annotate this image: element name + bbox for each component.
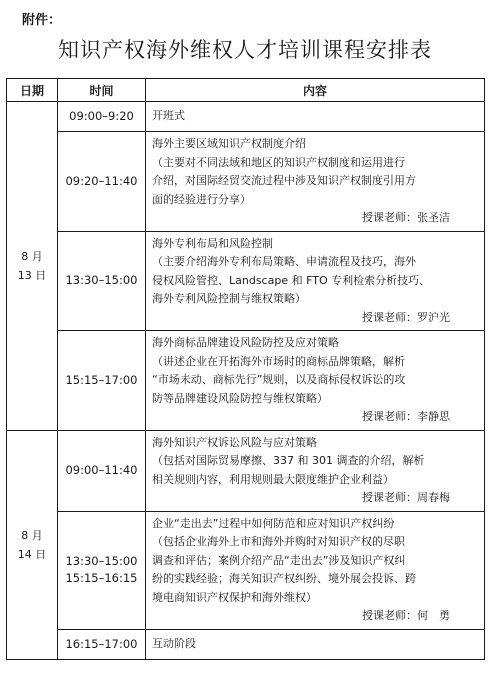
time-cell: [58, 231, 146, 331]
column-header-date: 日期: [7, 79, 58, 102]
time-cell: [58, 511, 146, 629]
session-description-line: 海外专利风险控制与维权策略）: [152, 292, 306, 305]
session-description-line: 防等品牌建设风险防控与维权策略）: [152, 391, 328, 405]
session-description-line: 面的经验进行分享）: [152, 192, 251, 206]
time-cell: [58, 102, 146, 132]
table-header-row: [7, 79, 485, 102]
table-row: [7, 102, 485, 132]
session-description-line: 侵权风险管控、Landscape 和 FTO 专利检索分析技巧、: [152, 273, 431, 287]
session-description-line: （讲述企业在开拓海外市场时的商标品牌策略，解析: [152, 354, 405, 368]
session-description-line: （主要介绍海外专利布局策略、申请流程及技巧，海外: [152, 255, 416, 268]
teacher-name: 授课老师：李静思: [362, 410, 450, 423]
content-cell: [146, 629, 485, 659]
session-title: 开班式: [152, 109, 185, 123]
time-range: 09:20–11:40: [65, 173, 138, 188]
session-description-line: 调查和评估；案例介绍产品“走出去”涉及知识产权纠: [152, 553, 406, 567]
time-range: 15:15–16:15: [65, 571, 138, 585]
table-row: [7, 231, 485, 331]
content-cell: [146, 511, 485, 629]
teacher-name: 授课老师：张圣洁: [362, 211, 450, 224]
schedule-table: [6, 78, 485, 660]
time-cell: [58, 430, 146, 511]
session-title: 海外知识产权诉讼风险与应对策略: [152, 435, 317, 449]
time-range: 09:00–11:40: [65, 463, 138, 477]
date-month: 8 月: [21, 528, 43, 542]
teacher-name: 授课老师：罗沪光: [362, 310, 450, 324]
time-range: 16:15–17:00: [65, 636, 138, 651]
content-cell: [146, 132, 485, 232]
attachment-label: 附件：: [22, 13, 62, 28]
session-title: 海外商标品牌建设风险防控及应对策略: [152, 336, 339, 349]
time-range: 15:15–17:00: [65, 372, 138, 387]
time-cell: [58, 629, 146, 659]
column-header-time: 时间: [58, 79, 146, 102]
column-header-content: 内容: [146, 79, 485, 102]
teacher-name: 授课老师：周春梅: [362, 491, 450, 504]
session-description-line: “市场未动、商标先行”规则，以及商标侵权诉讼的攻: [152, 373, 406, 386]
time-cell: [58, 331, 146, 431]
page-title: 知识产权海外维权人才培训课程安排表: [58, 38, 432, 62]
time-range: 13:30–15:00: [65, 554, 138, 568]
table-row: [7, 331, 485, 431]
content-cell: [146, 331, 485, 431]
session-description-line: 相关规则内容，利用规则最大限度维护企业利益）: [152, 472, 394, 486]
session-description-line: （包括企业海外上市和海外并购时对知识产权的尽职: [152, 535, 405, 548]
date-day: 14 日: [17, 547, 47, 561]
date-cell: [7, 430, 58, 659]
session-title: 海外专利布局和风险控制: [152, 236, 273, 250]
table-row: [7, 132, 485, 232]
date-cell: [7, 102, 58, 431]
table-row: [7, 511, 485, 629]
teacher-name: 授课老师：何 勇: [362, 609, 450, 622]
date-month: 8 月: [21, 249, 43, 263]
time-cell: [58, 132, 146, 232]
session-description-line: 境电商知识产权保护和海外维权）: [152, 590, 317, 604]
table-row: [7, 430, 485, 511]
session-title: 互动阶段: [152, 636, 196, 650]
time-range: 09:00–9:20: [69, 109, 134, 123]
time-range: 13:30–15:00: [65, 273, 138, 288]
session-description-line: （主要对不同法域和地区的知识产权制度和运用进行: [152, 155, 405, 169]
session-description-line: 纷的实践经验；海关知识产权纠纷、境外展会投诉、跨: [152, 572, 416, 585]
content-cell: [146, 231, 485, 331]
content-cell: [146, 102, 485, 132]
table-row: [7, 629, 485, 659]
date-day: 13 日: [17, 268, 47, 282]
session-title: 海外主要区域知识产权制度介绍: [152, 137, 306, 150]
session-description-line: 介绍，对国际经贸交流过程中涉及知识产权制度引用方: [152, 174, 416, 187]
session-title: 企业“走出去”过程中如何防范和应对知识产权纠纷: [152, 516, 395, 530]
session-description-line: （包括对国际贸易摩擦、337 和 301 调查的介绍，解析: [152, 454, 425, 467]
content-cell: [146, 430, 485, 511]
